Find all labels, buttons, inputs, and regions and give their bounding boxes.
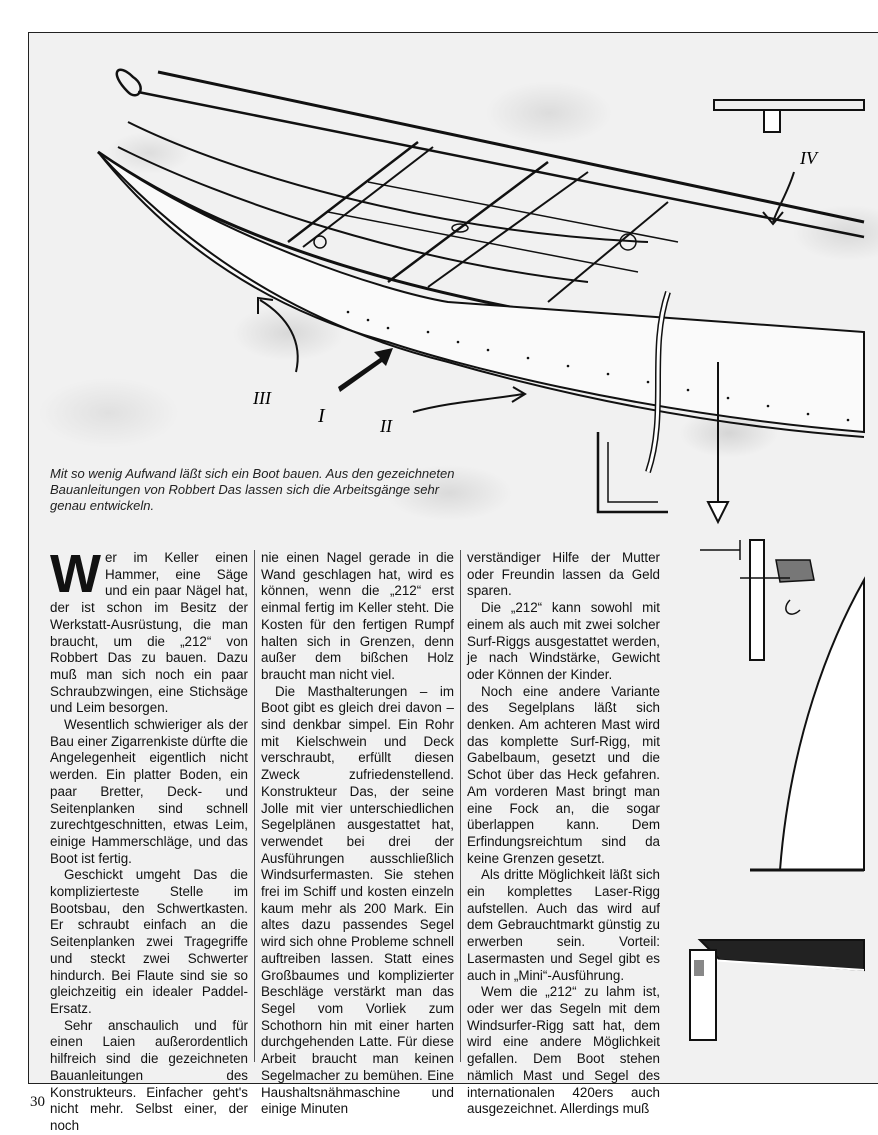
- paragraph: nie einen Nagel gerade in die Wand geschlagen hat, wird es können, wenn die „212“ erst einmal fertig im Keller steht. Die Kosten für den fertigen Rumpf halten sich in Grenzen, denn außer dem bißchen Holz braucht man nicht viel.: [261, 550, 454, 682]
- label-iv: IV: [800, 148, 817, 168]
- page-number: 30: [30, 1094, 45, 1110]
- paragraph: Wer im Keller einen Hammer, eine Säge und ein paar Nägel hat, der ist schon im Besitz der Werkstatt-Ausrüstung, die man braucht, um die „212“ von Robbert Das zu bauen. Dazu muß man sich noch ein paar Schraubzwingen, eine Stichsäge und Leim besorgen.: [50, 544, 248, 716]
- paragraph: Die Masthalterungen – im Boot gibt es gleich drei davon – sind denkbar simpel. Ein Rohr mit Kielschwein und Deck verschraubt, erfüllt diesen Zweck zufriedenstellend. Konstrukteur Das, der seine Jolle mit vier unterschiedlichen Segelplänen ausgestattet hat, verwendet bei drei der Ausführungen ausschließlich Windsurfermasten. Sie stehen frei im Schiff und kosten einzeln kaum mehr als 200 Mark. Ein altes dazu passendes Segel wird sich ohne Probleme schnell auftreiben lassen. Statt eines Großbaumes und komplizierter Beschläge verstärkt man das Segel vom Vorliek zum Schothorn hin mit einer harten durchgehenden Latte. Für diese Arbeit braucht man keinen Segelmacher zu bemühen. Eine Haushaltsnähmaschine und einige Minuten: [261, 683, 454, 1117]
- paragraph: Noch eine andere Variante des Segelplans läßt sich denken. Am achteren Mast wird das komplette Surf-Rigg, mit Gabelbaum, gesetzt und die Schot über das Heck gefahren. Am vorderen Mast bringt man eine Fock an, die sogar überlappen kann. Dem Erfindungsreichtum sind da keine Grenzen gesetzt.: [467, 683, 660, 866]
- paragraph: Wem die „212“ zu lahm ist, oder wer das Segeln mit dem Windsurfer-Rigg satt hat, dem wird eine andere Möglichkeit gefallen. Dem Boot stehen nämlich Mast und Segel des internationalen 420ers auch ausgezeichnet. Allerdings muß: [467, 984, 660, 1117]
- figure-caption: Mit so wenig Aufwand läßt sich ein Boot bauen. Aus den gezeichneten Bauanleitungen von Robbert Das lassen sich die Arbeitsgänge sehr genau entwickeln.: [50, 466, 455, 513]
- paragraph: verständiger Hilfe der Mutter oder Freundin lassen da Geld sparen.: [467, 550, 660, 599]
- drop-cap: W: [50, 544, 101, 604]
- label-i: I: [318, 405, 325, 427]
- label-ii: II: [380, 416, 392, 436]
- paragraph: Die „212“ kann sowohl mit einem als auch mit zwei solcher Surf-Riggs ausgestattet werden, je nach Windstärke, Gewicht oder Können der Kinder.: [467, 600, 660, 682]
- article-body: [48, 544, 668, 1133]
- paragraph: Wesentlich schwieriger als der Bau einer Zigarrenkiste dürfte die Angelegenheit eigentlich nicht werden. Ein platter Boden, ein paar Bretter, Deck- und Seitenplanken sind schnell zurechtgeschnitten, etwas Leim, einige Hammerschläge, und das Boot ist fertig.: [50, 717, 248, 866]
- paragraph: Geschickt umgeht Das die komplizierteste Stelle im Bootsbau, den Schwertkasten. Er schraubt einfach an die Seitenplanken zwei Tragegriffe und steckt zwei Schwerter hindurch. Bei Flaute sind sie so gleichzeitig ein idealer Paddel-Ersatz.: [50, 867, 248, 1016]
- article-column-3: [460, 550, 666, 1117]
- article-column-2: [254, 550, 460, 1117]
- article-column-1: [48, 544, 254, 1133]
- sail-detail-illustration: [680, 520, 864, 1080]
- paragraph: Sehr anschaulich und für einen Laien außerordentlich hilfreich sind die gezeichneten Bauanleitungen des Konstrukteurs. Einfacher geht's nicht mehr. Selbst einer, der noch: [50, 1017, 248, 1133]
- paragraph: Als dritte Möglichkeit läßt sich ein komplettes Laser-Rigg aufstellen. Auch das wird auf dem Gebrauchtmarkt günstig zu erwerben sein. Vorteil: Lasermasten und Segel gibt es auch in „Mini“-Ausführung.: [467, 867, 660, 983]
- label-iii: III: [253, 388, 271, 408]
